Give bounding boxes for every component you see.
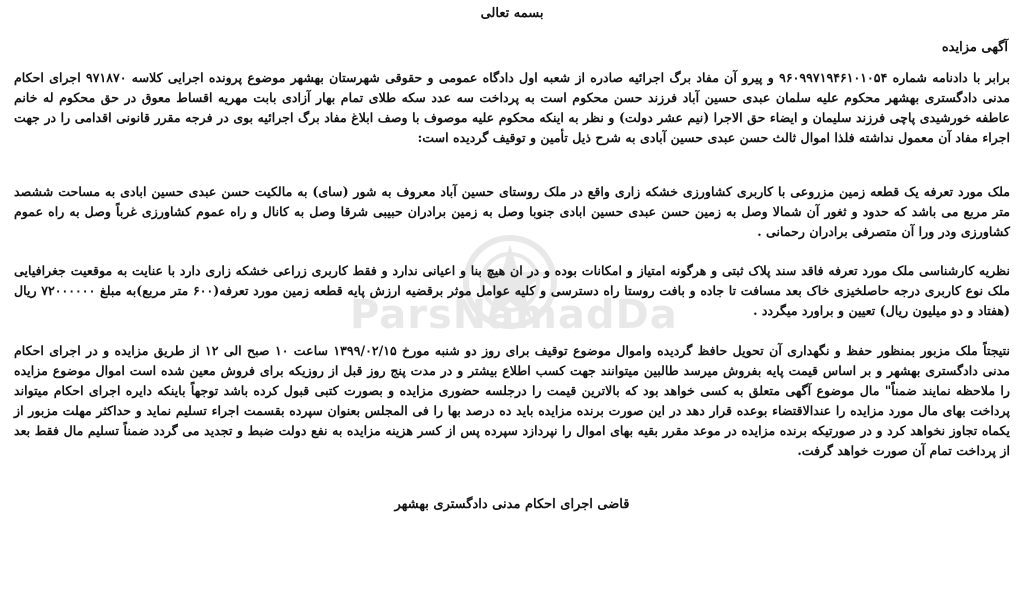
- paragraph-judgment: برابر با دادنامه شماره ۹۶۰۹۹۷۱۹۴۶۱۰۱۰۵۴ و پیرو آن مفاد برگ اجرائیه صادره از شعبه اول دادگاه عمومی و حقوقی شهرستان بهشهر موضوع پرونده اجرایی کلاسه ۹۷۱۸۷۰ اجرای احکام مدنی دادگستری بهشهر محکوم علیه سلمان عبدی حسین آباد فرزند حسن محکوم است به پرداخت سه عدد سکه طلای تمام بهار آزادی بابت مهریه اقساط معوق در حق محکوم له خانم عاطفه خورشیدی پاچی فرزند سلیمان و ایضاء حق الاجرا (نیم عشر دولت) و نظر به اینکه محکوم علیه موصوف با وصف ابلاغ مفاد برگ اجرائیه بوی در فرجه مقرر قانونی اقدامی را در جهت اجراء مفاد آن معمول نداشته فلذا اموال ثالث حسن عبدی حسین آبادی به شرح ذیل تأمین و توقیف گردیده است:: [14, 70, 1010, 145]
- watermark-text: ParsNamadDa: [350, 292, 678, 338]
- paragraph-expert-opinion: نظریه کارشناسی ملک مورد تعرفه فاقد سند پلاک ثبتی و هرگونه امتیاز و امکانات بوده و در ان هیچ بنا و اعیانی ندارد و فقط کاربری زراعی خشکه زاری دارد با عنایت به موقعیت جغرافیایی ملک نوع کاربری درجه حاصلخیزی خاک بعد مسافت تا جاده و بافت روستا راه دسترسی و کلیه عوامل موثر برقضیه ارزش پایه قطعه زمین مورد تعرفه(۶۰۰ متر مربع)به مبلغ ۷۲۰۰۰۰۰۰ ریال (هفتاد و دو میلیون ریال) تعیین و براورد میگردد .: [14, 263, 1010, 318]
- paragraph-property-description: ملک مورد تعرفه یک قطعه زمین مزروعی با کاربری کشاورزی خشکه زاری واقع در ملک روستای حسین آباد معروف به شور (سای) به مالکیت حسن عبدی حسین ابادی به مساحت ششصد متر مربع می باشد که حدود و ثغور آن شمالا وصل به زمین حسن عبدی حسین ابادی جنوبا وصل به زمین برادران حبیبی شرقا وصل به کانال و راه عموم کشاورزی غرباً وصل به راه عموم کشاورزی ودر ورا آن متصرفی برادران رحمانی .: [14, 184, 1010, 239]
- paragraph-auction-terms: نتیجتاً ملک مزبور بمنظور حفظ و نگهداری آن تحویل حافظ گردیده واموال موضوع توقیف برای روز دو شنبه مورخ ۱۳۹۹/۰۲/۱۵ ساعت ۱۰ صبح الی ۱۲ از طریق مزایده و در اجرای احکام مدنی دادگستری بهشهر و بر اساس قیمت پایه بفروش میرسد طالبین میتوانند جهت کسب اطلاع بیشتر و در مدت پنج روز قبل از روزیکه برای فروش معین شده است اموال موضوع مزایده را ملاحظه نمایند ضمناً" مال موضوع آگهی متعلق به کسی خواهد بود که بالاترین قیمت را درجلسه حضوری مزایده و بصورت کتبی قبول کرده باشد توجهاً باینکه دایره اجرای احکام میتواند پرداخت بهای مال مورد مزایده را عندالاقتضاء بوعده قرار دهد در این صورت برنده مزایده باید ده درصد بها را فی المجلس بعنوان سپرده بقسمت اجراء تسلیم نماید و حداکثر مهلت مزبور از یکماه تجاوز نخواهد کرد و در صورتیکه برنده مزایده در موعد مقرر بقیه بهای اموال را نپردازد سپرده پس از کسر هزینه مزایده به نفع دولت ضبط و تجدید می گردد ضمناً تسلیم مال فقط بعد از پرداخت تمام آن صورت خواهد گرفت.: [14, 343, 1010, 458]
- document-title: بسمه تعالی: [480, 6, 544, 21]
- document-heading: آگهی مزایده: [941, 40, 1008, 55]
- signature-line: قاضی اجرای احکام مدنی دادگستری بهشهر: [394, 497, 630, 512]
